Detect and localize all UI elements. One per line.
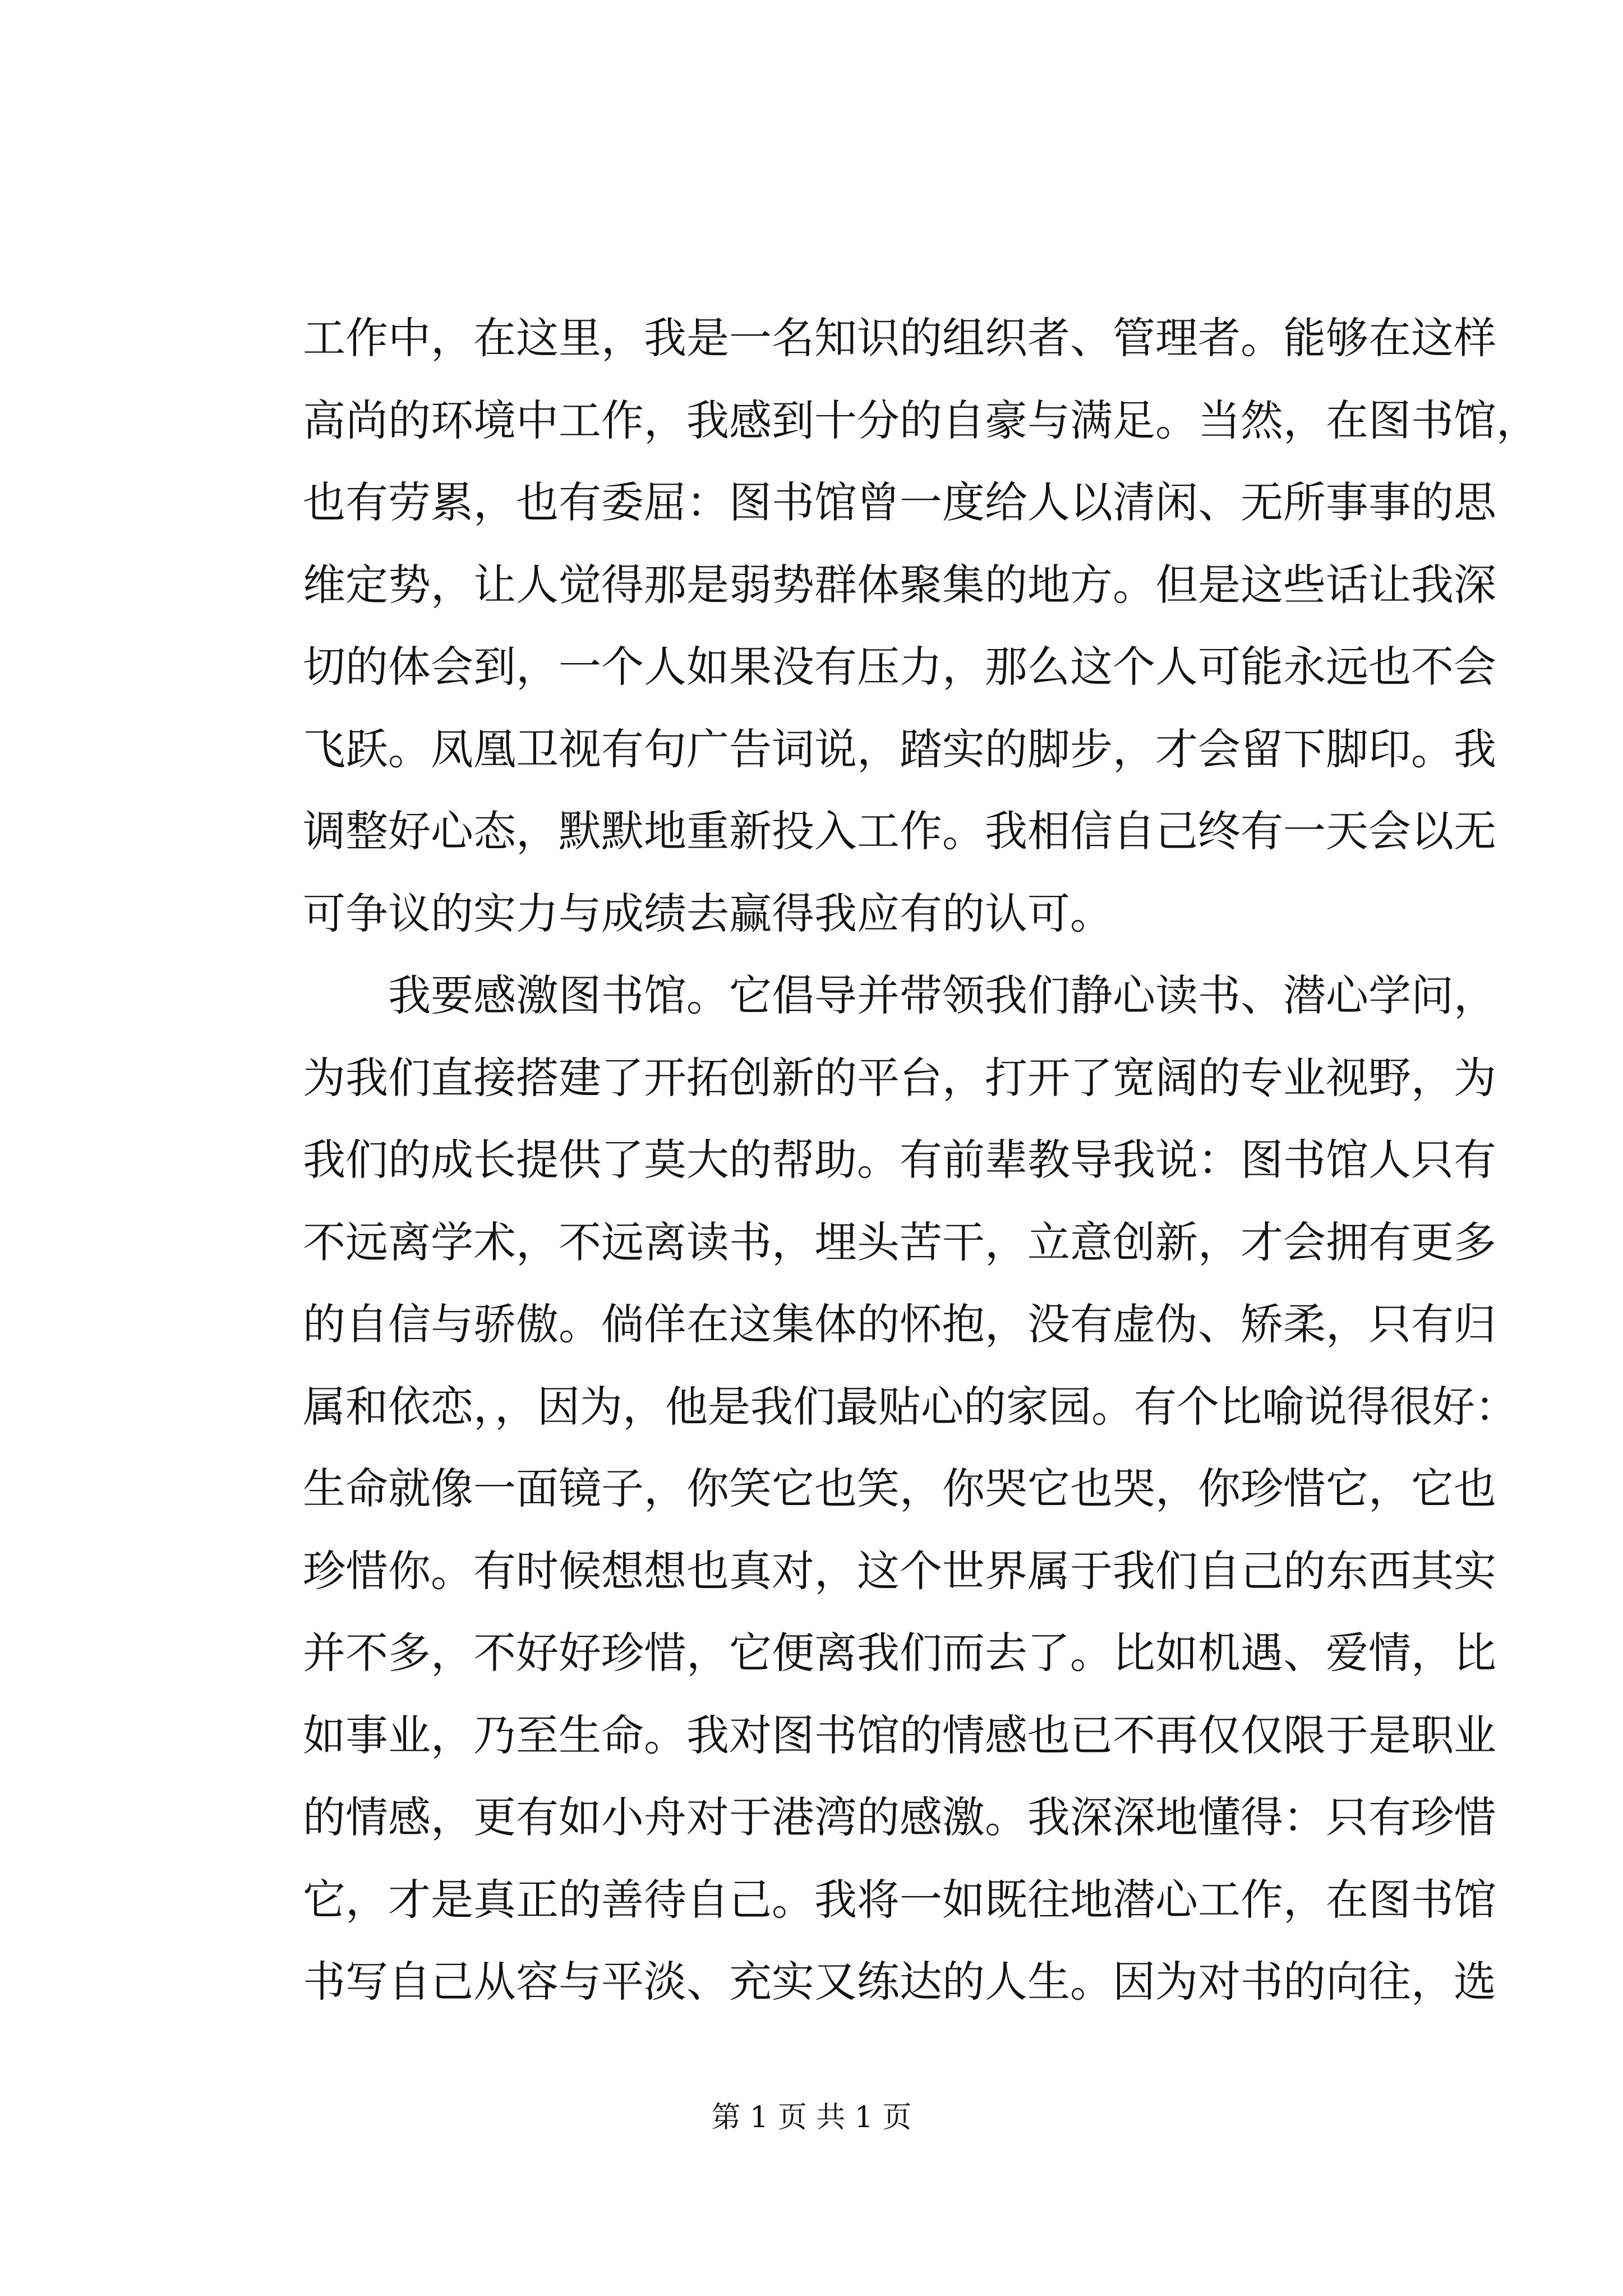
text-line: 也有劳累，也有委屈：图书馆曾一度给人以清闲、无所事事的思 <box>303 477 1496 527</box>
text-line: 属和依恋，，因为，他是我们最贴心的家园。有个比喻说得很好： <box>303 1381 1518 1432</box>
page-number-footer: 第 1 页 共 1 页 <box>711 2101 912 2134</box>
text-line: 的自信与骄傲。倘佯在这集体的怀抱，没有虚伪、矫柔，只有归 <box>303 1299 1496 1349</box>
text-line: 我们的成长提供了莫大的帮助。有前辈教导我说：图书馆人只有 <box>303 1135 1496 1185</box>
text-line: 为我们直接搭建了开拓创新的平台，打开了宽阔的专业视野，为 <box>303 1052 1496 1103</box>
text-line: 维定势，让人觉得那是弱势群体聚集的地方。但是这些话让我深 <box>303 559 1496 610</box>
text-line: 如事业，乃至生命。我对图书馆的情感也已不再仅仅限于是职业 <box>303 1710 1496 1760</box>
text-line: 高尚的环境中工作，我感到十分的自豪与满足。当然，在图书馆， <box>303 395 1539 445</box>
text-line: 它，才是真正的善待自己。我将一如既往地潜心工作，在图书馆 <box>303 1874 1496 1925</box>
text-line: 我要感激图书馆。它倡导并带领我们静心读书、潜心学问， <box>388 970 1496 1020</box>
text-line: 书写自己从容与平淡、充实又练达的人生。因为对书的向往，选 <box>303 1957 1496 2007</box>
text-line: 切的体会到，一个人如果没有压力，那么这个人可能永远也不会 <box>303 642 1496 692</box>
text-line: 工作中，在这里，我是一名知识的组织者、管理者。能够在这样 <box>303 313 1496 363</box>
text-line: 并不多，不好好珍惜，它便离我们而去了。比如机遇、爱情，比 <box>303 1628 1496 1678</box>
body-text <box>303 297 1539 2023</box>
text-line: 的情感，更有如小舟对于港湾的感激。我深深地懂得：只有珍惜 <box>303 1792 1496 1842</box>
text-line: 生命就像一面镜子，你笑它也笑，你哭它也哭，你珍惜它，它也 <box>303 1464 1496 1513</box>
text-line: 可争议的实力与成绩去赢得我应有的认可。 <box>303 888 1113 938</box>
text-line: 珍惜你。有时候想想也真对，这个世界属于我们自己的东西其实 <box>303 1545 1496 1596</box>
text-line: 调整好心态，默默地重新投入工作。我相信自己终有一天会以无 <box>303 806 1496 856</box>
text-line: 不远离学术，不远离读书，埋头苦干，立意创新，才会拥有更多 <box>303 1217 1496 1267</box>
text-line: 飞跃。凤凰卫视有句广告词说，踏实的脚步，才会留下脚印。我 <box>303 724 1496 774</box>
